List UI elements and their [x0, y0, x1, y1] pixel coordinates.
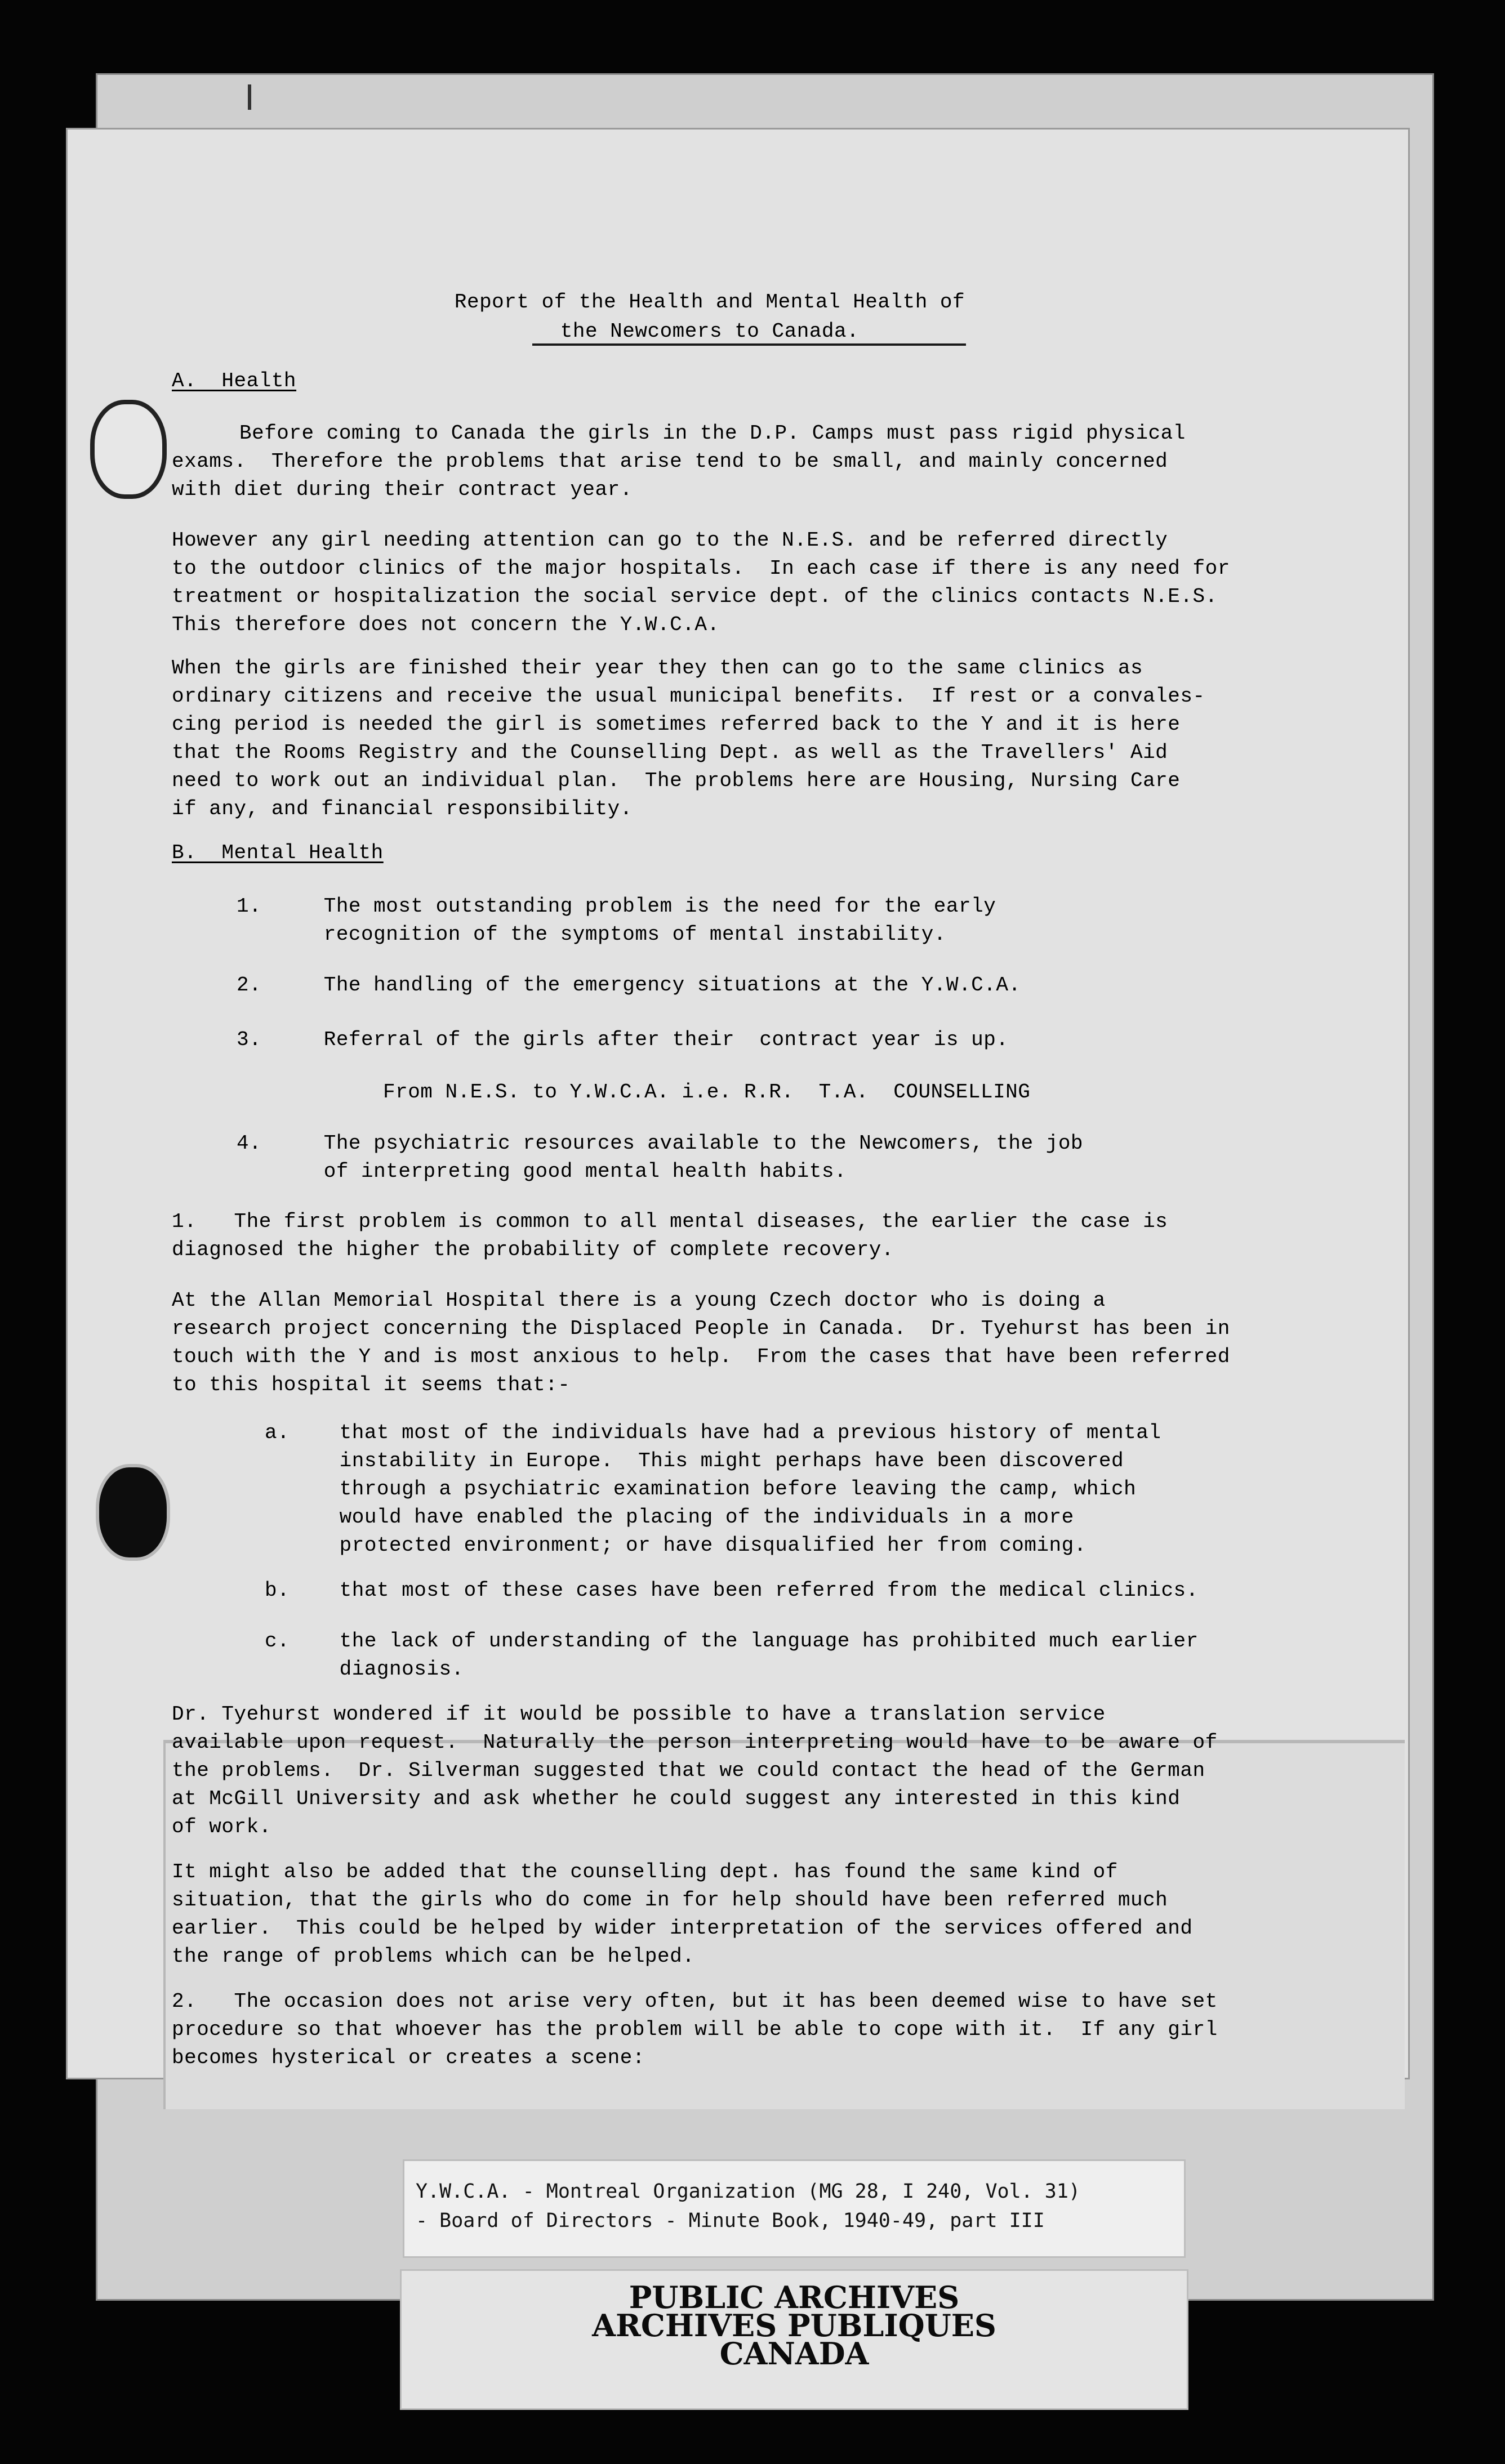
point-1-paragraph: 1. The first problem is common to all mental diseases, the earlier the case is diagnosed the higher the probability of complete recovery.	[172, 1210, 1168, 1261]
title-underline	[532, 343, 966, 346]
archive-label-line1: Y.W.C.A. - Montreal Organization (MG 28, I 240, Vol. 31)	[416, 2180, 1081, 2203]
list-item-2: 2. The handling of the emergency situations at the Y.W.C.A.	[237, 974, 1021, 997]
punch-hole-icon	[96, 1464, 170, 1561]
sub-item-c: c. the lack of understanding of the language has prohibited much earlier diagnosis.	[265, 1630, 1199, 1681]
report-title-line2: the Newcomers to Canada.	[560, 320, 860, 343]
list-item-4: 4. The psychiatric resources available to the Newcomers, the job of interpreting good mental health habits.	[237, 1132, 1084, 1183]
sub-item-a: a. that most of the individuals have had a previous history of mental instability in Europe. This might perhaps have been discovered through a psychiatric examination before leaving the camp, which would have enabled the placing of the individuals in a more protected environment; or have disqualified her from coming.	[265, 1421, 1161, 1557]
report-title-line1: Report of the Health and Mental Health of	[454, 291, 965, 314]
sub-item-b: b. that most of these cases have been referred from the medical clinics.	[265, 1579, 1199, 1602]
punch-hole-icon	[90, 400, 167, 499]
archives-stamp	[400, 2269, 1188, 2410]
stamp-line1: PUBLIC ARCHIVES	[629, 2279, 960, 2315]
paragraph-health-3: When the girls are finished their year they then can go to the same clinics as ordinary citizens and receive the usual municipal benefits. If rest or a convales- cing period is needed the girl is sometimes referred back to the Y and it is here that the Rooms Registry and the Counselling Dept. as well as the Travellers' Aid need to work out an individual plan. The problems here are Housing, Nursing Care if any, and financial responsibility.	[172, 657, 1205, 820]
section-heading-mental-health: B. Mental Health	[172, 841, 384, 864]
archive-label-line2: - Board of Directors - Minute Book, 1940-49, part III	[416, 2209, 1045, 2232]
paragraph-allan-memorial: At the Allan Memorial Hospital there is a young Czech doctor who is doing a research project concerning the Displaced People in Canada. Dr. Tyehurst has been in touch with the Y and is most anxious to help. From the cases that have been referred to this hospital it seems that:-	[172, 1289, 1230, 1396]
section-heading-health: A. Health	[172, 369, 297, 392]
stamp-line2: ARCHIVES PUBLIQUES	[592, 2307, 996, 2344]
stamp-line3: CANADA	[719, 2336, 869, 2372]
paragraph-health-2: However any girl needing attention can go to the N.E.S. and be referred directly to the outdoor clinics of the major hospitals. In each case if there is any need for treatment or hospitalization the social service dept. of the clinics contacts N.E.S. This therefore does not concern the Y.W.C.A.	[172, 529, 1230, 636]
pencil-mark	[248, 84, 251, 110]
list-item-1: 1. The most outstanding problem is the need for the early recognition of the symptoms of mental instability.	[237, 895, 996, 946]
paragraph-health-1: Before coming to Canada the girls in the D.P. Camps must pass rigid physical exams. Therefore the problems that arise tend to be small, and mainly concerned with diet during their contract year.	[172, 422, 1186, 501]
point-2-paragraph: 2. The occasion does not arise very often, but it has been deemed wise to have set procedure so that whoever has the problem will be able to cope with it. If any girl becomes hysterical or creates a scene:	[172, 1990, 1218, 2069]
paragraph-counselling: It might also be added that the counselling dept. has found the same kind of situation, that the girls who do come in for help should have been referred much earlier. This could be helped by wider interpretation of the services offered and the range of problems which can be helped.	[172, 1860, 1193, 1968]
list-item-3: 3. Referral of the girls after their contract year is up.	[237, 1028, 1009, 1051]
archive-reference-label	[403, 2159, 1186, 2258]
paragraph-translation: Dr. Tyehurst wondered if it would be possible to have a translation service available upon request. Naturally the person interpreting would have to be aware of the problems. Dr. Silverman suggested that we could contact the head of the German at McGill University and ask whether he could suggest any interested in this kind of work.	[172, 1703, 1218, 1838]
referral-line: From N.E.S. to Y.W.C.A. i.e. R.R. T.A. COUNSELLING	[383, 1081, 1031, 1104]
